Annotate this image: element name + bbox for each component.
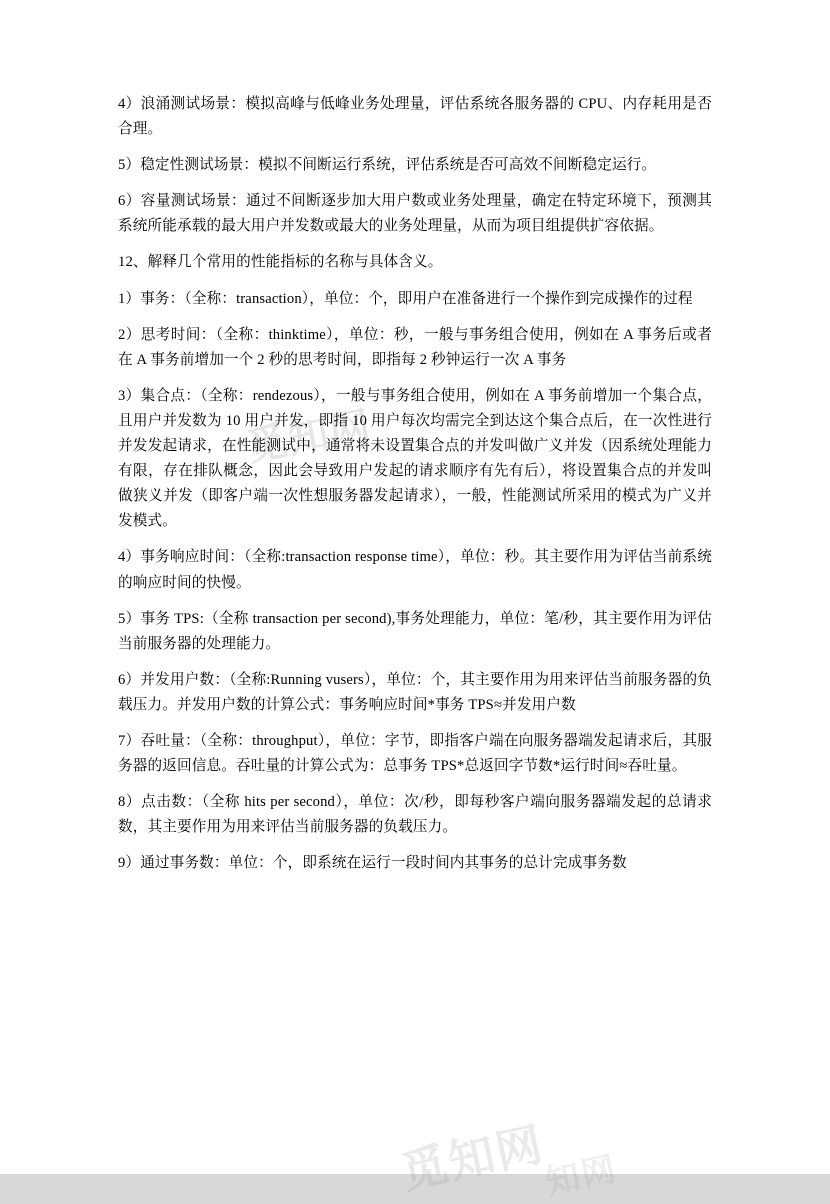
paragraph-passed-transactions: 9）通过事务数：单位：个，即系统在运行一段时间内其事务的总计完成事务数 (118, 855, 627, 872)
document-body (118, 92, 712, 887)
paragraph-rendezous: 3）集合点：（全称：rendezous），一般与事务组合使用，例如在 A 事务前增加一个集合点，且用户并发数为 10 用户并发，即指 10 用户每次均需完全到达这个集合点后，在一次性进行并发发起请求，在性能测试中，通常将未设置集合点的并发叫做广义并发（因系统处理能力有限，存在排队概念，因此会导致用户发起的请求顺序有先有后），将设置集合点的并发叫做狭义并发（即客户端一次性想服务器发起请求），一般，性能测试所采用的模式为广义并发模式。 (118, 387, 712, 530)
paragraph-transaction: 1）事务：（全称：transaction），单位：个，即用户在准备进行一个操作到完成操作的过程 (118, 290, 693, 307)
watermark-center: 觅知网 (243, 404, 376, 470)
paragraph-thinktime: 2）思考时间：（全称：thinktime），单位：秒，一般与事务组合使用，例如在 A 事务后或者在 A 事务前增加一个 2 秒的思考时间，即指每 2 秒钟运行一次 A 事务 (118, 326, 712, 368)
paragraph-surge-test: 4）浪涌测试场景：模拟高峰与低峰业务处理量，评估系统各服务器的 CPU、内存耗用是否合理。 (118, 96, 712, 138)
paragraph-throughput: 7）吞吐量：（全称：throughput），单位：字节，即指客户端在向服务器端发起请求后，其服务器的返回信息。吞吐量的计算公式为：总事务 TPS*总返回字节数*运行时间≈吞吐量。 (118, 732, 712, 775)
paragraph-section-heading-12: 12、解释几个常用的性能指标的名称与具体含义。 (118, 254, 443, 271)
paragraph-hits-per-second: 8）点击数：（全称 hits per second），单位：次/秒，即每秒客户端向服务器端发起的总请求数，其主要作用为用来评估当前服务器的负载压力。 (118, 794, 712, 836)
paragraph-transaction-response-time: 4）事务响应时间：（全称:transaction response time），单位：秒。其主要作用为评估当前系统的响应时间的快慢。 (118, 549, 712, 591)
paragraph-concurrent-users: 6）并发用户数：（全称:Running vusers），单位：个，其主要作用为用来评估当前服务器的负载压力。并发用户数的计算公式：事务响应时间*事务 TPS≈并发用户数 (118, 671, 712, 713)
watermark-bottom-secondary: 知网 (542, 1149, 621, 1202)
paragraph-tps: 5）事务 TPS:（全称 transaction per second),事务处理能力，单位：笔/秒，其主要作用为评估当前服务器的处理能力。 (118, 610, 712, 652)
paragraph-capacity-test: 6）容量测试场景：通过不间断逐步加大用户数或业务处理量，确定在特定环境下，预测其系统所能承载的最大用户并发数或最大的业务处理量，从而为项目组提供扩容依据。 (118, 193, 712, 235)
watermark-bottom: 觅知网 (396, 1117, 549, 1199)
paragraph-stability-test: 5）稳定性测试场景：模拟不间断运行系统，评估系统是否可高效不间断稳定运行。 (118, 157, 657, 174)
